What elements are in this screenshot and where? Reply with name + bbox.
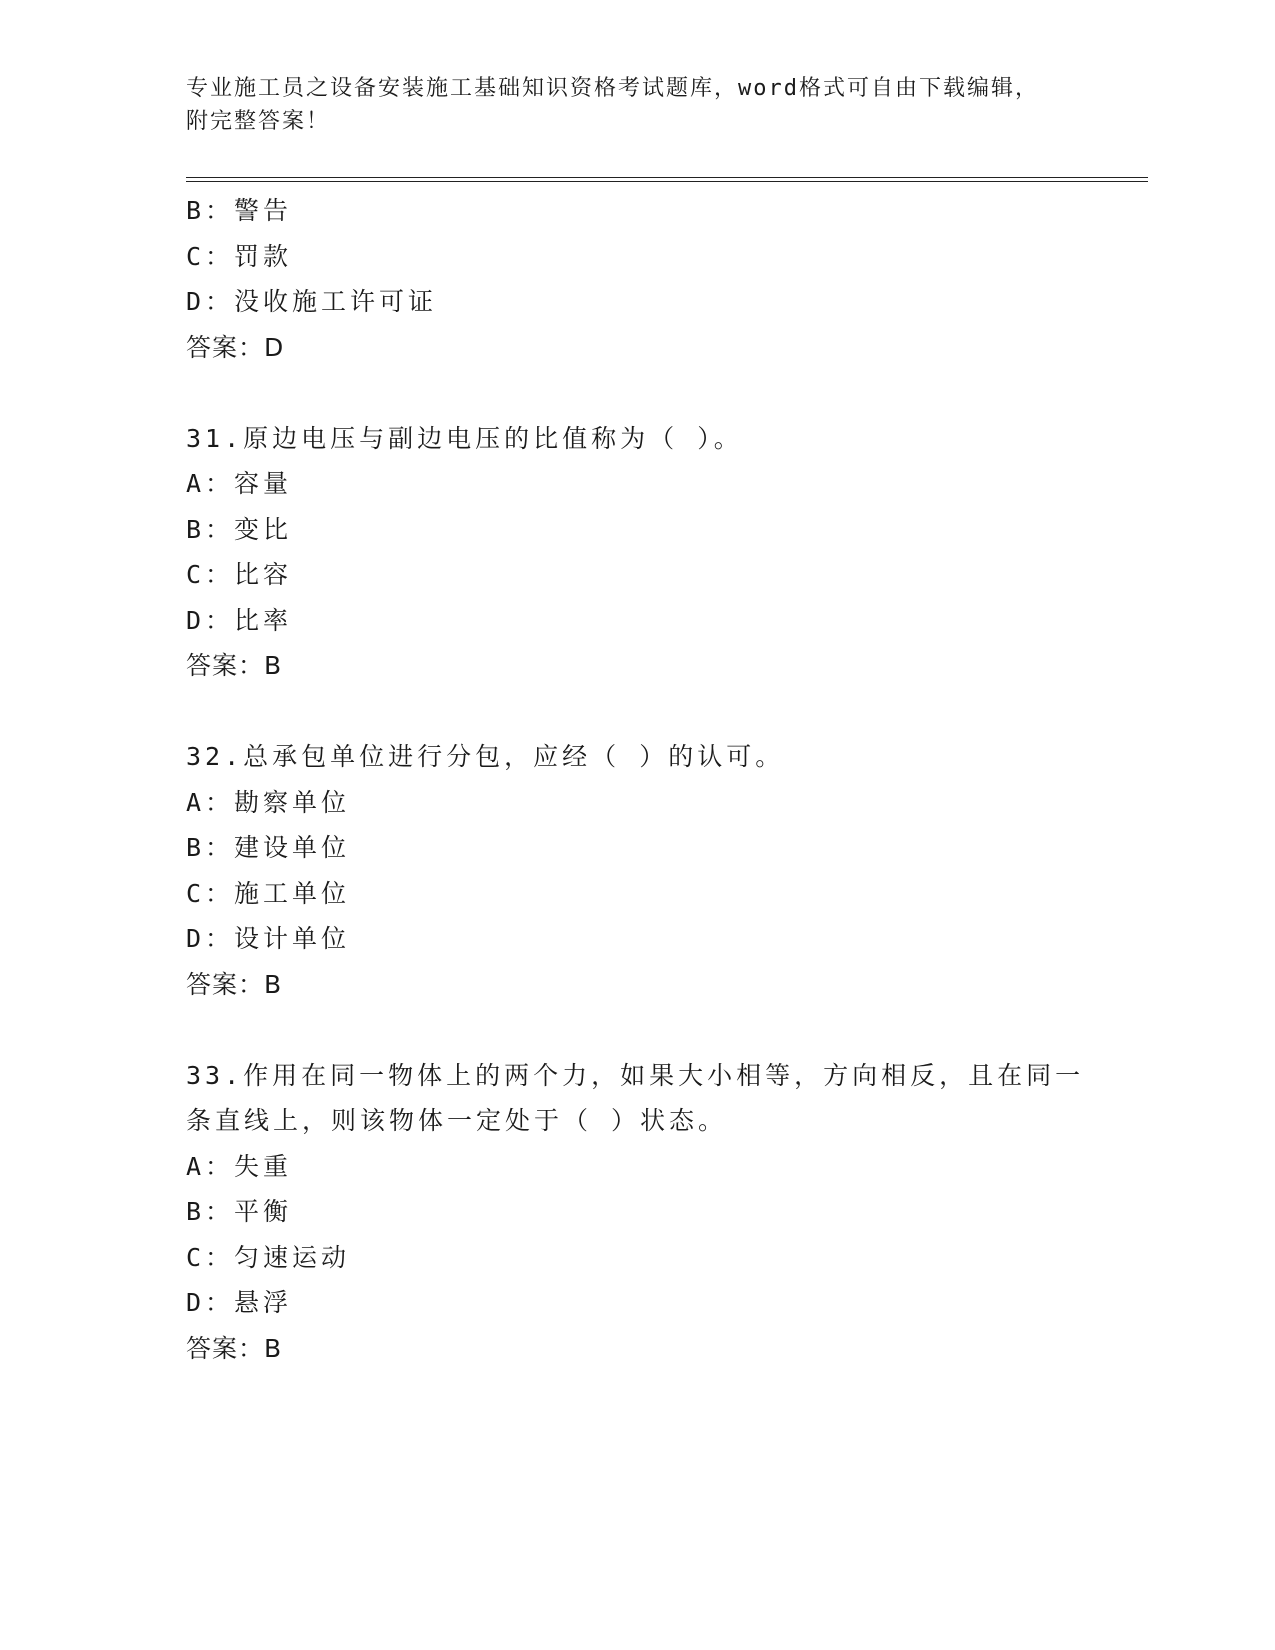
answer-line: 答案：B <box>186 1333 283 1363</box>
spacer <box>186 689 1086 735</box>
answer-line: 答案：B <box>186 969 283 999</box>
option-b: B：平衡 <box>186 1197 293 1226</box>
question-block-partial <box>186 188 1086 370</box>
spacer <box>186 1007 1086 1053</box>
question-stem: 31.原边电压与副边电压的比值称为（ ）。 <box>186 423 743 453</box>
answer-line: 答案：D <box>186 332 285 362</box>
header-divider-bottom <box>186 181 1148 182</box>
option-d: D：设计单位 <box>186 924 351 953</box>
option-a: A：容量 <box>186 469 293 498</box>
header-divider-top <box>186 177 1148 178</box>
option-b: B：变比 <box>186 514 293 544</box>
option-c: C：匀速运动 <box>186 1242 351 1272</box>
question-stem: 32.总承包单位进行分包，应经（ ）的认可。 <box>186 742 785 771</box>
document-header <box>186 72 1086 138</box>
header-line-2: 附完整答案！ <box>186 109 331 134</box>
option-c: C：施工单位 <box>186 878 351 908</box>
header-line-1: 专业施工员之设备安装施工基础知识资格考试题库，word格式可自由下载编辑， <box>186 76 1039 101</box>
question-block-32 <box>186 734 1086 1007</box>
question-stem-line-2: 条直线上，则该物体一定处于（ ）状态。 <box>186 1106 728 1135</box>
option-b: B：建设单位 <box>186 833 351 862</box>
question-list <box>186 188 1086 1371</box>
answer-line: 答案：B <box>186 651 283 680</box>
question-stem-line-1: 33.作用在同一物体上的两个力，如果大小相等，方向相反，且在同一 <box>186 1060 1085 1090</box>
option-d: D：没收施工许可证 <box>186 287 438 316</box>
spacer <box>186 370 1086 416</box>
option-d: D：比率 <box>186 605 293 635</box>
option-a: A：勘察单位 <box>186 787 351 817</box>
option-d: D：悬浮 <box>186 1288 293 1317</box>
option-c: C：罚款 <box>186 241 293 271</box>
option-c: C：比容 <box>186 560 293 589</box>
question-block-31 <box>186 416 1086 689</box>
option-b: B：警告 <box>186 196 293 225</box>
question-block-33 <box>186 1053 1086 1372</box>
option-a: A：失重 <box>186 1151 293 1181</box>
